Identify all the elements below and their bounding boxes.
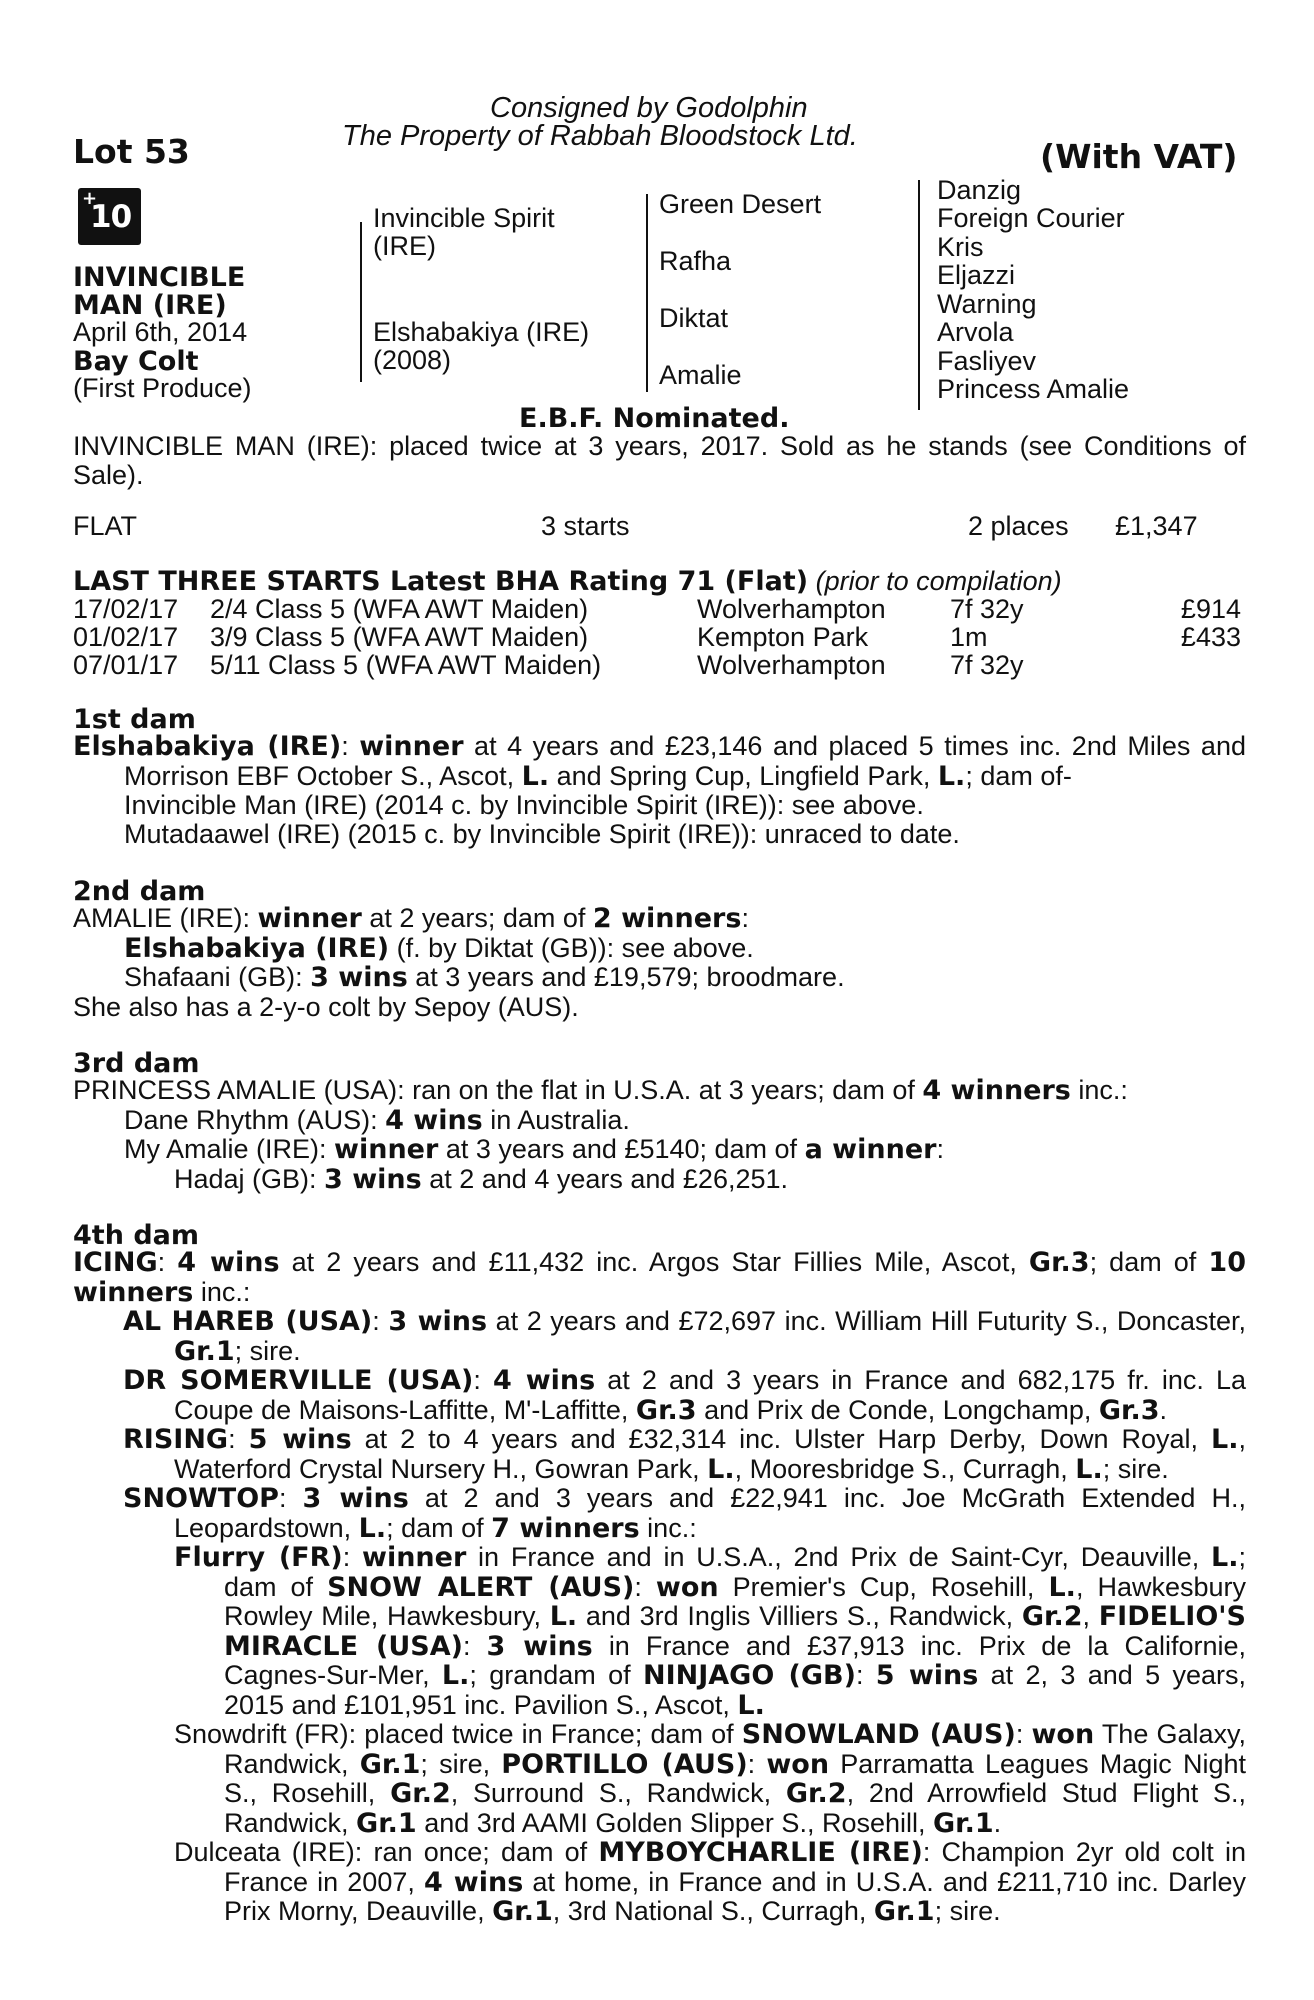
- grandparent: Green Desert: [659, 189, 822, 219]
- start-distance: 1m: [950, 622, 988, 652]
- third-dam-heading: 3rd dam: [73, 1048, 200, 1079]
- consignor-line: Consigned by Godolphin: [490, 92, 808, 124]
- start-race: 5/11 Class 5 (WFA AWT Maiden): [210, 650, 602, 680]
- great-grandparent: Danzig: [937, 175, 1022, 205]
- start-date: 07/01/17: [73, 650, 179, 680]
- start-course: Wolverhampton: [697, 650, 886, 680]
- last-starts-heading: [73, 567, 1062, 597]
- grandparent: Rafha: [659, 246, 732, 276]
- record-starts: 3 starts: [541, 511, 630, 541]
- record-earnings: £1,347: [1115, 511, 1198, 541]
- last-starts-note: (prior to compilation): [815, 566, 1062, 596]
- foaling-date: April 6th, 2014: [73, 317, 248, 347]
- start-course: Kempton Park: [697, 622, 869, 652]
- start-race: 2/4 Class 5 (WFA AWT Maiden): [210, 594, 589, 624]
- record-type: FLAT: [73, 511, 138, 541]
- first-dam-text: Elshabakiya (IRE): winner at 4 years and £23,146 and placed 5 times inc. 2nd Miles and Morrison EBF October S., Ascot, L. and Spring Cup, Lingfield Park, L.; dam of- Invincible Man (IRE) (2014 c. by Invincible Spirit (IRE)): see above. Mutadaawel (IRE) (2015 c. by Invincible Spirit (IRE)): unraced to date.: [73, 731, 1246, 849]
- record-places: 2 places: [968, 511, 1069, 541]
- pedigree-divider-1: [360, 222, 362, 382]
- great-grandparent: Princess Amalie: [937, 374, 1130, 404]
- start-prize: £914: [1180, 594, 1241, 624]
- great-grandparent: Kris: [937, 232, 984, 262]
- third-dam-text: PRINCESS AMALIE (USA): ran on the flat in U.S.A. at 3 years; dam of 4 winners inc.: Dane Rhythm (AUS): 4 wins in Australia. My Amalie (IRE): winner at 3 years and £5140; dam of a winner: Hadaj (GB): 3 wins at 2 and 4 years and £26,251.: [73, 1075, 1128, 1195]
- summary: INVINCIBLE MAN (IRE): placed twice at 3 years, 2017. Sold as he stands (see Conditions of Sale).: [73, 431, 1246, 490]
- sex-colour: Bay Colt: [73, 346, 199, 377]
- great-grandparent: Foreign Courier: [937, 203, 1125, 233]
- start-course: Wolverhampton: [697, 594, 886, 624]
- produce-note: (First Produce): [73, 373, 252, 403]
- pedigree-divider-3: [918, 180, 920, 410]
- start-distance: 7f 32y: [950, 650, 1024, 680]
- dam-year: (2008): [373, 345, 452, 375]
- start-race: 3/9 Class 5 (WFA AWT Maiden): [210, 622, 589, 652]
- first-dam-heading: 1st dam: [73, 704, 196, 735]
- sire-country: (IRE): [373, 231, 436, 261]
- grandparent: Diktat: [659, 303, 729, 333]
- dam: Elshabakiya (IRE): [373, 317, 590, 347]
- second-dam-text: AMALIE (IRE): winner at 2 years; dam of 2 winners: Elshabakiya (IRE) (f. by Diktat (GB)): see above. Shafaani (GB): 3 wins at 3 years and £19,579; broodmare. She also has a 2-y-o colt by Sepoy (AUS).: [73, 903, 845, 1022]
- property-line: The Property of Rabbah Bloodstock Ltd.: [342, 120, 858, 152]
- start-date: 17/02/17: [73, 594, 179, 624]
- start-prize: £433: [1180, 622, 1241, 652]
- horse-name-line1: INVINCIBLE: [73, 262, 246, 293]
- ebf-nomination: E.B.F. Nominated.: [519, 403, 790, 434]
- great-grandparent: Arvola: [937, 317, 1014, 347]
- great-grandparent: Eljazzi: [937, 260, 1016, 290]
- pedigree-divider-2: [646, 194, 648, 392]
- rating-badge: [78, 188, 141, 245]
- sire: Invincible Spirit: [373, 203, 555, 233]
- start-date: 01/02/17: [73, 622, 179, 652]
- vat-status: (With VAT): [1040, 137, 1238, 176]
- start-distance: 7f 32y: [950, 594, 1024, 624]
- second-dam-heading: 2nd dam: [73, 876, 206, 907]
- badge-number: 10: [90, 199, 132, 235]
- last-starts-title: LAST THREE STARTS Latest BHA Rating 71 (Flat): [73, 566, 809, 597]
- fourth-dam-heading: 4th dam: [73, 1220, 199, 1251]
- great-grandparent: Fasliyev: [937, 346, 1037, 376]
- badge-plus-mark: +: [82, 188, 98, 209]
- fourth-dam-text: ICING: 4 wins at 2 years and £11,432 inc. Argos Star Fillies Mile, Ascot, Gr.3; dam of 10 winners inc.: AL HAREB (USA): 3 wins at 2 years and £72,697 inc. William Hill Futurity S., Doncaster, Gr.1; sire. DR SOMERVILLE (USA): 4 wins at 2 and 3 years in France and 682,175 fr. inc. La Coupe de Maisons-Laffitte, M'-Laffitte, Gr.3 and Prix de Conde, Longchamp, Gr.3. RISING: 5 wins at 2 to 4 years and £32,314 inc. Ulster Harp Derby, Down Royal, L., Waterford Crystal Nursery H., Gowran Park, L., Mooresbridge S., Curragh, L.; sire. SNOWTOP: 3 wins at 2 and 3 years and £22,941 inc. Joe McGrath Extended H., Leopardstown, L.; dam of 7 winners inc.: Flurry (FR): winner in France and in U.S.A., 2nd Prix de Saint-Cyr, Deauville, L.; dam of SNOW ALERT (AUS): won Premier's Cup, Rosehill, L., Hawkesbury Rowley Mile, Hawkesbury, L. and 3rd Inglis Villiers S., Randwick, Gr.2, FIDELIO'S MIRACLE (USA): 3 wins in France and £37,913 inc. Prix de la Californie, Cagnes-Sur-Mer, L.; grandam of NINJAGO (GB): 5 wins at 2, 3 and 5 years, 2015 and £101,951 inc. Pavilion S., Ascot, L. Snowdrift (FR): placed twice in France; dam of SNOWLAND (AUS): won The Galaxy, Randwick, Gr.1; sire, PORTILLO (AUS): won Parramatta Leagues Magic Night S., Rosehill, Gr.2, Surround S., Randwick, Gr.2, 2nd Arrowfield Stud Flight S., Randwick, Gr.1 and 3rd AAMI Golden Slipper S., Rosehill, Gr.1. Dulceata (IRE): ran once; dam of MYBOYCHARLIE (IRE): Champion 2yr old colt in France in 2007, 4 wins at home, in France and in U.S.A. and £211,710 inc. Darley Prix Morny, Deauville, Gr.1, 3rd National S., Curragh, Gr.1; sire.: [73, 1247, 1247, 1927]
- lot-number: Lot 53: [73, 132, 190, 171]
- grandparent: Amalie: [659, 360, 742, 390]
- horse-name-line2: MAN (IRE): [73, 290, 227, 321]
- great-grandparent: Warning: [937, 289, 1037, 319]
